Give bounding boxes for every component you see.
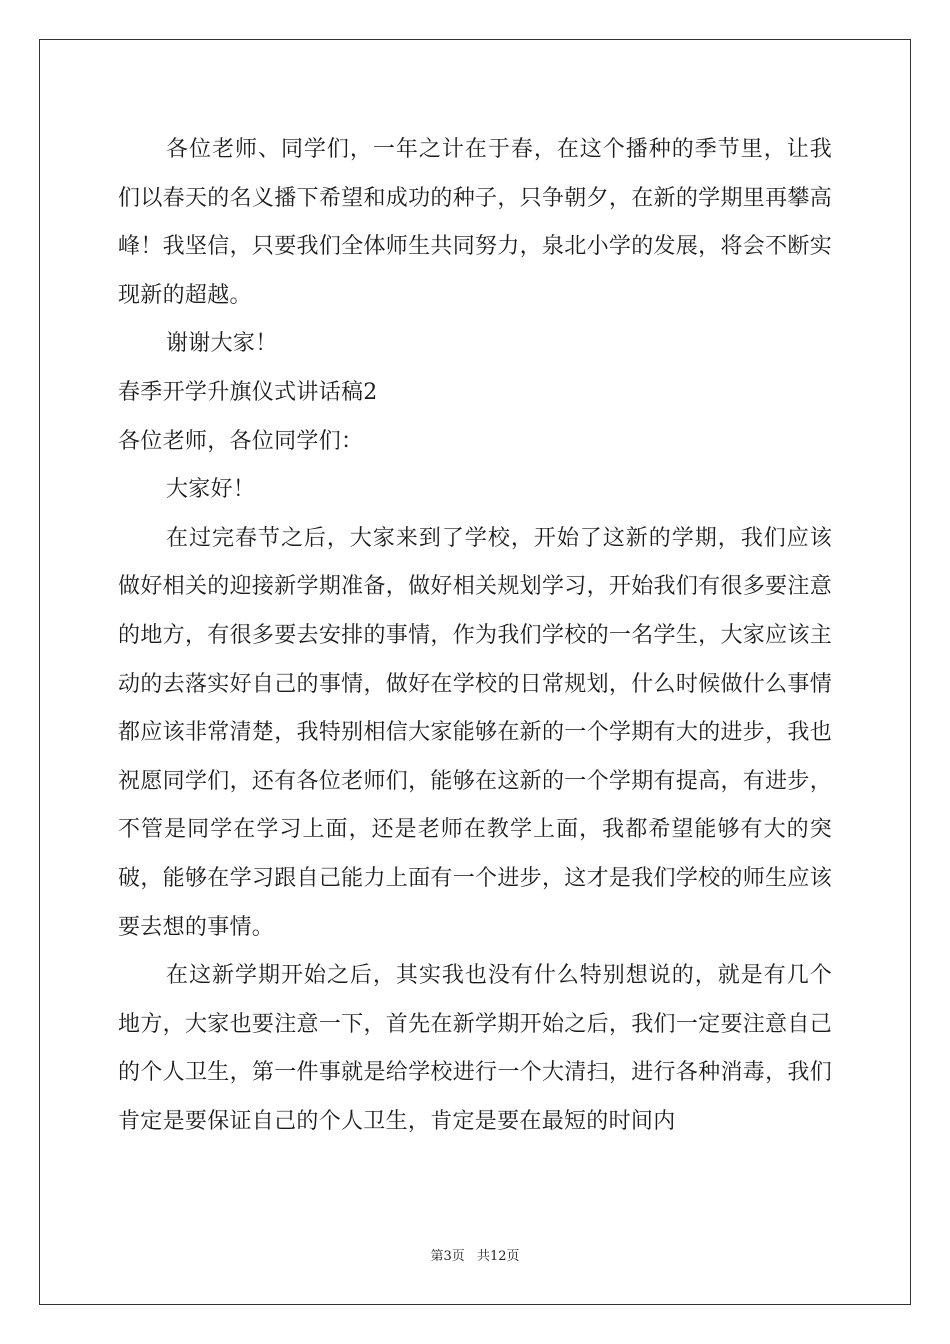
- section-title: 春季开学升旗仪式讲话稿2: [118, 379, 378, 405]
- paragraph: 大家好！: [166, 477, 256, 503]
- page-footer: [0, 1245, 950, 1264]
- paragraph: 在这新学期开始之后，其实我也没有什么特别想说的，就是有几个地方，大家也要注意一下，首先在新学期开始之后，我们一定要注意自己的个人卫生，第一件事就是给学校进行一个大清扫，进行各种消毒，我们肯定是要保证自己的个人卫生，肯定是要在最短的时间内: [118, 963, 832, 1134]
- paragraph: 各位老师、同学们，一年之计在于春，在这个播种的季节里，让我们以春天的名义播下希望和成功的种子，只争朝夕，在新的学期里再攀高峰！我坚信，只要我们全体师生共同努力，泉北小学的发展，将会不断实现新的超越。: [118, 137, 832, 308]
- paragraph: 在过完春节之后，大家来到了学校，开始了这新的学期，我们应该做好相关的迎接新学期准备，做好相关规划学习，开始我们有很多要注意的地方，有很多要去安排的事情，作为我们学校的一名学生，大家应该主动的去落实好自己的事情，做好在学校的日常规划，什么时候做什么事情都应该非常清楚，我特别相信大家能够在新的一个学期有大的进步，我也祝愿同学们，还有各位老师们，能够在这新的一个学期有提高，有进步，不管是同学在学习上面，还是老师在教学上面，我都希望能够有大的突破，能够在学习跟自己能力上面有一个进步，这才是我们学校的师生应该要去想的事情。: [118, 525, 832, 940]
- total-pages: 共12页: [476, 1249, 520, 1264]
- document-body: [118, 126, 832, 1146]
- page-number: 第3页: [430, 1249, 465, 1264]
- salutation: 各位老师，各位同学们：: [118, 428, 364, 454]
- paragraph: 谢谢大家！: [166, 331, 278, 357]
